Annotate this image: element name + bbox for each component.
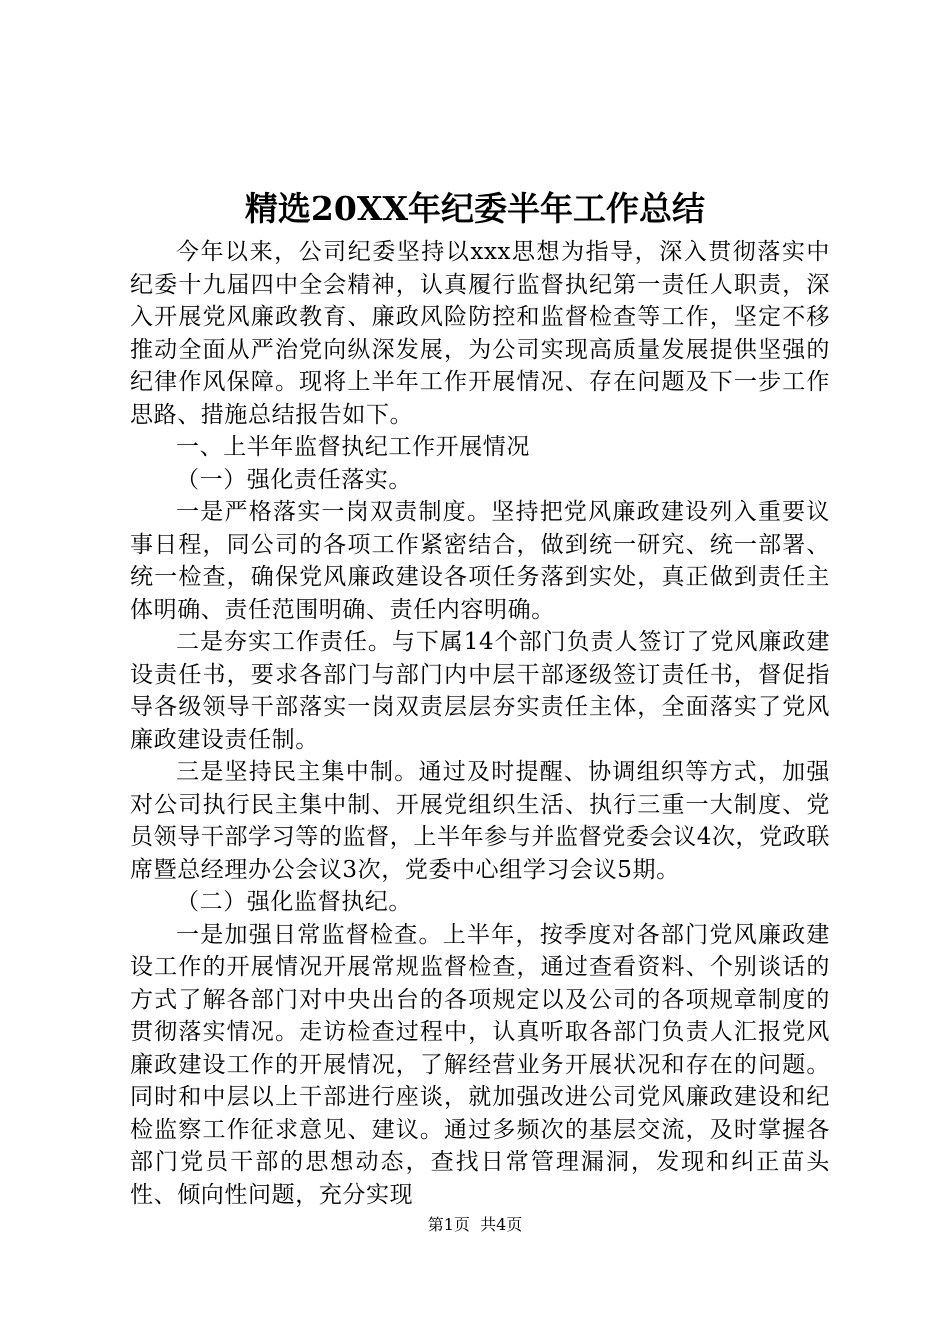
page-number: 第1页 [427,1215,470,1234]
paragraph-item-1: 一是严格落实一岗双责制度。坚持把党风廉政建设列入重要议事日程，同公司的各项工作紧密结合，做到统一研究、统一部署、统一检查，确保党风廉政建设各项任务落到实处，真正做到责任主体明确、责任范围明确、责任内容明确。 [130,499,830,623]
paragraph-intro: 今年以来，公司纪委坚持以xxx思想为指导，深入贯彻落实中纪委十九届四中全会精神，认真履行监督执纪第一责任人职责，深入开展党风廉政教育、廉政风险防控和监督检查等工作，坚定不移推动全面从严治党向纵深发展，为公司实现高质量发展提供坚强的纪律作风保障。现将上半年工作开展情况、存在问题及下一步工作思路、措施总结报告如下。 [130,239,830,428]
subheading-1: （一）强化责任落实。 [176,466,412,493]
paragraph-item-3: 三是坚持民主集中制。通过及时提醒、协调组织等方式，加强对公司执行民主集中制、开展党组织生活、执行三重一大制度、党员领导干部学习等的监督，上半年参与并监督党委会议4次，党政联席暨总经理办公会议3次，党委中心组学习会议5期。 [130,759,830,883]
document-body [130,236,830,1211]
page-total: 共4页 [480,1215,523,1234]
heading-section-1: 一、上半年监督执纪工作开展情况 [176,434,530,460]
document-title: 精选20XX年纪委半年工作总结 [244,189,706,228]
page-footer [0,1214,950,1236]
footer-spacer [470,1215,480,1234]
paragraph-item-4: 一是加强日常监督检查。上半年，按季度对各部门党风廉政建设工作的开展情况开展常规监督检查，通过查看资料、个别谈话的方式了解各部门对中央出台的各项规定以及公司的各项规章制度的贯彻落实情况。走访检查过程中，认真听取各部门负责人汇报党风廉政建设工作的开展情况，了解经营业务开展状况和存在的问题。同时和中层以上干部进行座谈，就加强改进公司党风廉政建设和纪检监察工作征求意见、建议。通过多频次的基层交流，及时掌握各部门党员干部的思想动态，查找日常管理漏洞，发现和纠正苗头性、倾向性问题，充分实现 [130,921,830,1208]
paragraph-item-2: 二是夯实工作责任。与下属14个部门负责人签订了党风廉政建设责任书，要求各部门与部门内中层干部逐级签订责任书，督促指导各级领导干部落实一岗双责层层夯实责任主体，全面落实了党风廉政建设责任制。 [130,629,830,753]
subheading-2: （二）强化监督执纪。 [176,889,412,915]
